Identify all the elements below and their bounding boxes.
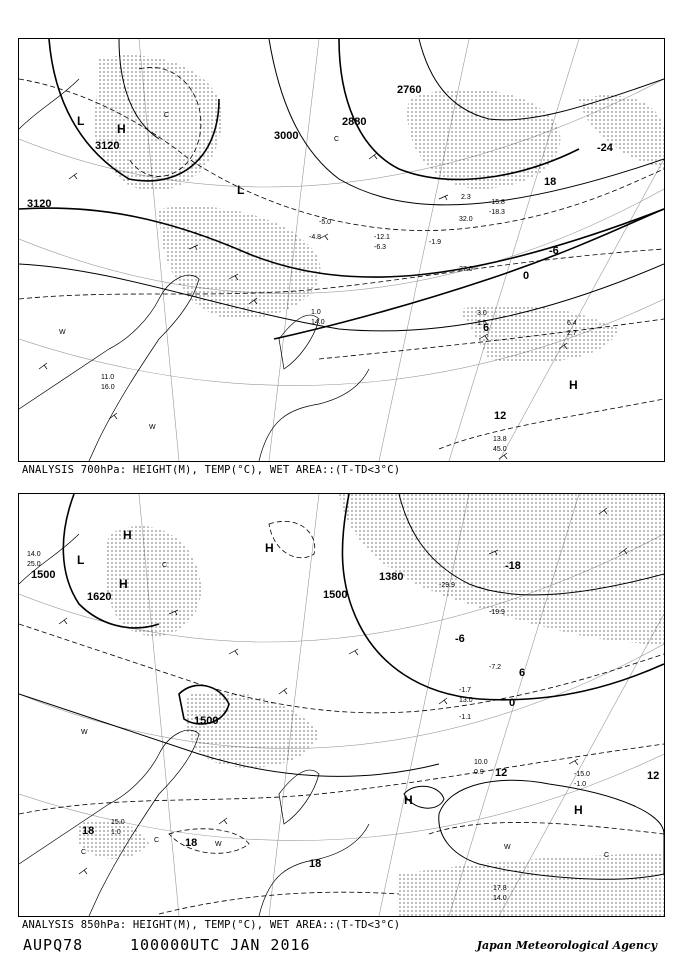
station-value: 1.5 — [477, 320, 487, 327]
station-value: 27.0 — [459, 266, 473, 273]
map-panel-700hpa — [18, 38, 665, 462]
pressure-center-symbol: W — [81, 729, 88, 736]
pressure-center-symbol: H — [123, 528, 132, 542]
caption-700hpa: ANALYSIS 700hPa: HEIGHT(M), TEMP(°C), WET AREA::(T-TD<3°C) — [22, 464, 401, 476]
station-value: -1.1 — [459, 714, 472, 721]
map-panel-850hpa — [18, 493, 665, 917]
station-value: -1.7 — [459, 687, 472, 694]
station-value: -12.1 — [374, 234, 390, 241]
pressure-center-symbol: H — [404, 793, 413, 807]
station-value: -15.0 — [574, 771, 590, 778]
temperature-label: -18 — [505, 560, 521, 572]
temperature-label: 12 — [495, 767, 508, 779]
pressure-center-symbol: L — [77, 114, 85, 128]
station-value: 2.3 — [461, 194, 471, 201]
station-value: -29.9 — [439, 582, 455, 589]
pressure-center-symbol: W — [149, 424, 156, 431]
temperature-label: 18 — [82, 825, 95, 837]
station-value: 25.0 — [27, 561, 41, 568]
height-contour-label: 1500 — [323, 589, 348, 601]
station-value: -4.8 — [309, 234, 322, 241]
height-contour-label: 2760 — [397, 84, 422, 96]
temperature-label: 12 — [494, 410, 507, 422]
station-value: 15.0 — [111, 819, 125, 826]
station-value: -6.3 — [374, 244, 387, 251]
agency-name: Japan Meteorological Agency — [476, 939, 657, 952]
valid-time: 100000UTC JAN 2016 — [130, 936, 311, 954]
temperature-label: 0 — [509, 697, 516, 709]
station-value: 13.8 — [493, 436, 507, 443]
station-value: 1.0 — [111, 829, 121, 836]
temperature-label: 18 — [185, 837, 198, 849]
height-contour-label: 3120 — [95, 140, 120, 152]
station-value: -5.0 — [319, 219, 332, 226]
temperature-label: -6 — [549, 245, 559, 257]
station-value: 0.9 — [474, 769, 484, 776]
pressure-center-symbol: C — [154, 837, 160, 844]
temperature-label: 18 — [544, 176, 557, 188]
pressure-center-symbol: L — [77, 553, 85, 567]
station-value: 14.0 — [311, 319, 325, 326]
wet-area — [94, 55, 664, 362]
caption-850hpa: ANALYSIS 850hPa: HEIGHT(M), TEMP(°C), WET AREA::(T-TD<3°C) — [22, 919, 401, 931]
height-contour-label: 1620 — [87, 591, 112, 603]
pressure-center-symbol: C — [162, 562, 168, 569]
station-value: -19.9 — [489, 609, 505, 616]
station-value: 45.0 — [493, 446, 507, 453]
temperature-label: 0 — [523, 270, 530, 282]
station-value: 16.0 — [101, 384, 115, 391]
station-value: -1.9 — [429, 239, 442, 246]
pressure-center-symbol: C — [604, 852, 610, 859]
map-700hpa — [19, 39, 664, 461]
temperature-label: 6 — [519, 667, 526, 679]
temperature-label: 6 — [483, 322, 490, 334]
station-value: -7.2 — [489, 664, 502, 671]
height-contour-label: 3120 — [27, 198, 52, 210]
pressure-center-symbol: H — [119, 577, 128, 591]
station-value: 10.0 — [474, 759, 488, 766]
pressure-center-symbol: H — [569, 378, 578, 392]
height-contour-label: 1380 — [379, 571, 404, 583]
station-value: 14.0 — [27, 551, 41, 558]
pressure-center-symbol: C — [81, 849, 87, 856]
pressure-center-symbol: W — [215, 841, 222, 848]
product-id: AUPQ78 — [23, 936, 84, 954]
station-value: 14.0 — [493, 895, 507, 902]
temperature-label: 12 — [647, 770, 660, 782]
pressure-center-symbol: W — [504, 844, 511, 851]
station-value: 1.0 — [311, 309, 321, 316]
station-value: -15.8 — [489, 199, 505, 206]
height-contour-label: 3000 — [274, 130, 299, 142]
wet-area — [79, 494, 664, 916]
station-value: -1.0 — [574, 781, 587, 788]
station-value: -18.3 — [489, 209, 505, 216]
height-contour-label: 1500 — [31, 569, 56, 581]
station-value: 6.4 — [567, 320, 577, 327]
chart-footer — [20, 934, 660, 956]
station-value: 11.0 — [101, 374, 115, 381]
height-contour-label: 2880 — [342, 116, 367, 128]
temperature-label: -24 — [597, 142, 613, 154]
station-value: 32.0 — [459, 216, 473, 223]
station-value: 13.0 — [459, 697, 473, 704]
pressure-center-symbol: L — [237, 183, 245, 197]
station-value: 3.0 — [477, 310, 487, 317]
pressure-center-symbol: W — [59, 329, 66, 336]
temperature-label: 18 — [309, 858, 322, 870]
station-value: 2.7 — [567, 330, 577, 337]
pressure-center-symbol: C — [164, 112, 170, 119]
pressure-center-symbol: C — [334, 136, 340, 143]
height-contour-label: 1500 — [194, 715, 219, 727]
pressure-center-symbol: H — [117, 122, 126, 136]
pressure-center-symbol: H — [574, 803, 583, 817]
pressure-center-symbol: H — [265, 541, 274, 555]
map-850hpa — [19, 494, 664, 916]
station-value: 17.8 — [493, 885, 507, 892]
temperature-label: -6 — [455, 633, 465, 645]
